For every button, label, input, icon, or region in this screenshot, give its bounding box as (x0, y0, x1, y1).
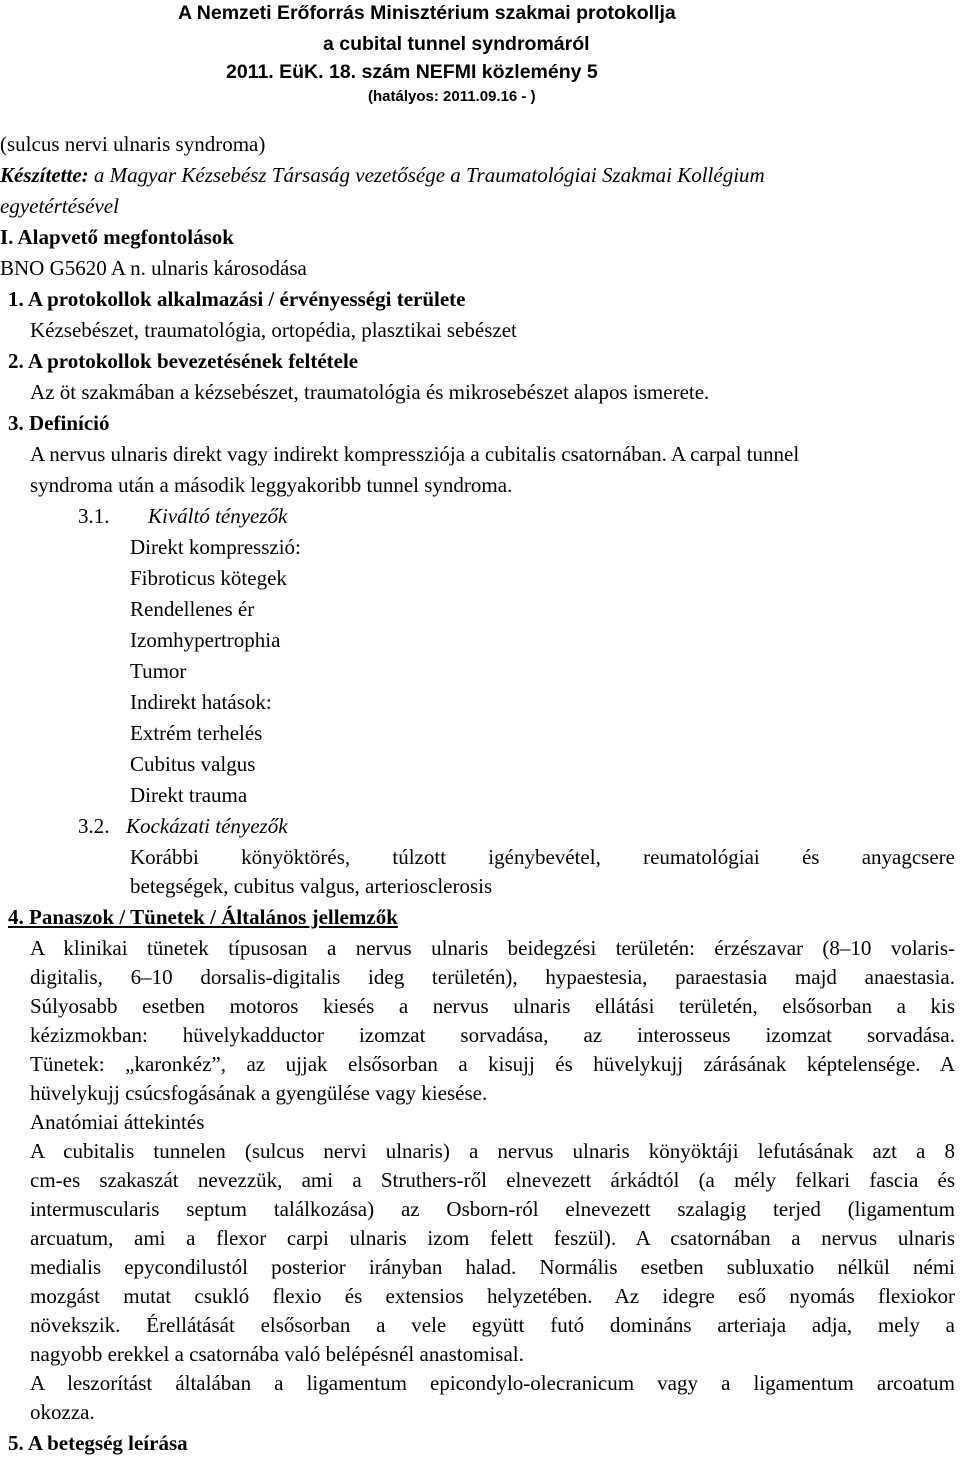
author-text: a Magyar Kézsebész Társaság vezetősége a Traumatológiai Szakmai Kollégium (93, 163, 765, 187)
trigger-item: Indirekt hatások: (130, 690, 272, 714)
trigger-item: Direkt kompresszió: (130, 535, 301, 559)
trigger-item: Extrém terhelés (130, 721, 263, 745)
anatomy-line: növekszik. Érellátását elsősorban a vele együtt futó domináns arteriaja adja, mely a (30, 1313, 955, 1337)
doc-title-line-2: a cubital tunnel syndromáról (323, 33, 590, 55)
author-line-2: egyetértésével (0, 194, 119, 218)
trigger-item: Tumor (130, 659, 187, 683)
section-1-heading: 1. A protokollok alkalmazási / érvényességi területe (8, 287, 466, 311)
bno-code: BNO G5620 A n. ulnaris károsodása (0, 256, 307, 280)
section-1-text: Kézsebészet, traumatológia, ortopédia, plasztikai sebészet (30, 318, 517, 342)
author-label: Készítette: (0, 163, 89, 187)
anatomy-line: arcuatum, ami a flexor carpi ulnaris izom felett feszül). A csatornában a nervus ulnaris (30, 1226, 955, 1250)
symptoms-line: digitalis, 6–10 dorsalis-digitalis ideg területén), hypaestesia, paraestasia majd anaestasia. (30, 965, 955, 989)
anatomy-line: cm-es szakaszát nevezzük, ami a Struthers-ről elnevezett árkádtól (a mély felkari fascia és (30, 1168, 955, 1192)
section-3-1-number: 3.1. (78, 504, 110, 528)
section-2-text: Az öt szakmában a kézsebészet, traumatológia és mikrosebészet alapos ismerete. (30, 380, 710, 404)
anatomy-line: intermuscularis septum találkozása) az Osborn-ról elnevezett szalagig terjed (ligamentum (30, 1197, 955, 1221)
risk-factors-line-1: Korábbi könyöktörés, túlzott igénybevétel, reumatológiai és anyagcsere (130, 845, 955, 869)
doc-title-line-3: 2011. EüK. 18. szám NEFMI közlemény 5 (226, 61, 598, 83)
section-3-heading: 3. Definíció (8, 411, 110, 435)
section-I-heading: I. Alapvető megfontolások (0, 225, 234, 249)
compression-line: okozza. (30, 1400, 95, 1424)
symptoms-line: A klinikai tünetek típusosan a nervus ulnaris beidegzési területén: érzészavar (8–10 volaris- (30, 936, 955, 960)
trigger-item: Izomhypertrophia (130, 628, 281, 652)
section-4-heading (8, 907, 398, 928)
trigger-item: Direkt trauma (130, 783, 248, 807)
section-3-2-number: 3.2. (78, 814, 110, 838)
anatomy-line: A cubitalis tunnelen (sulcus nervi ulnaris) a nervus ulnaris könyöktáji lefutásának azt a 8 (30, 1139, 955, 1163)
anatomy-line: mozgást mutat csukló flexio és extensios helyzetében. Az idegre eső nyomás flexiokor (30, 1284, 955, 1308)
section-4-number: 4. Panaszok / Tünetek / Általános jellemzők (8, 905, 398, 929)
doc-title-line-1: A Nemzeti Erőforrás Minisztérium szakmai protokollja (178, 2, 676, 24)
effective-date: (hatályos: 2011.09.16 - ) (368, 88, 536, 105)
symptoms-line: Tünetek: „karonkéz”, az ujjak elsősorban a kisujj és hüvelykujj zárásának képtelensége. A (30, 1052, 955, 1076)
anatomy-line: nagyobb erekkel a csatornába való belépésnél anastomisal. (30, 1342, 524, 1366)
anatomy-heading: Anatómiai áttekintés (30, 1110, 205, 1134)
section-2-heading: 2. A protokollok bevezetésének feltétele (8, 349, 359, 373)
author-line-1 (0, 165, 765, 186)
synonym-line: (sulcus nervi ulnaris syndroma) (0, 132, 266, 156)
section-3-line-1: A nervus ulnaris direkt vagy indirekt kompressziója a cubitalis csatornában. A carpal tunnel (30, 442, 800, 466)
symptoms-line: kézizmokban: hüvelykadductor izomzat sorvadása, az interosseus izomzat sorvadása. (30, 1023, 955, 1047)
risk-factors-line-2: betegségek, cubitus valgus, arteriosclerosis (130, 874, 493, 898)
section-3-1-title: Kiváltó tényezők (148, 504, 288, 528)
trigger-item: Cubitus valgus (130, 752, 256, 776)
compression-line: A leszorítást általában a ligamentum epicondylo-olecranicum vagy a ligamentum arcoatum (30, 1371, 955, 1395)
section-3-2-title: Kockázati tényezők (126, 814, 288, 838)
section-3-line-2: syndroma után a második leggyakoribb tunnel syndroma. (30, 473, 513, 497)
anatomy-line: medialis epycondilustól posterior irányban halad. Normális esetben subluxatio nélkül némi (30, 1255, 955, 1279)
symptoms-line: Súlyosabb esetben motoros kiesés a nervus ulnaris ellátási területén, elsősorban a kis (30, 994, 955, 1018)
trigger-item: Rendellenes ér (130, 597, 255, 621)
symptoms-line: hüvelykujj csúcsfogásának a gyengülése vagy kiesése. (30, 1081, 488, 1105)
trigger-item: Fibroticus kötegek (130, 566, 287, 590)
section-5-heading: 5. A betegség leírása (8, 1431, 188, 1455)
